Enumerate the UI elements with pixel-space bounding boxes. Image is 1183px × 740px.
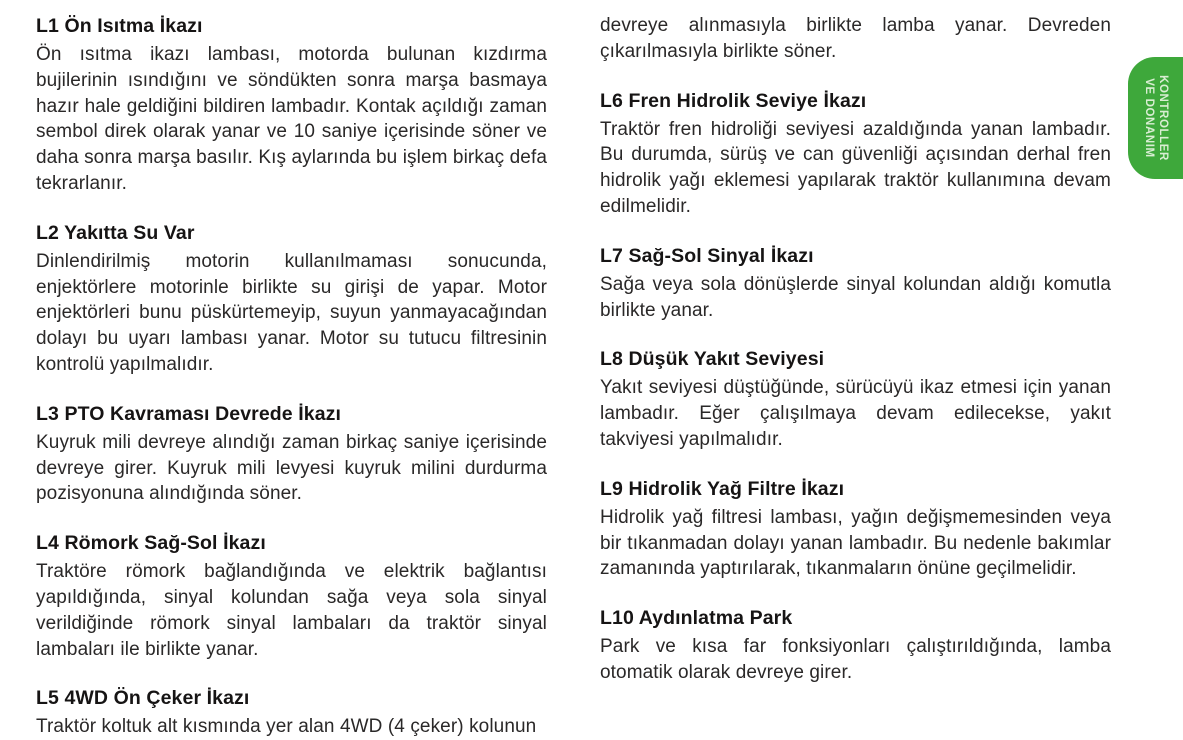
l1-heading: L1 Ön Isıtma İkazı [36,15,203,37]
chapter-tab-label-line1: KONTROLLER [1156,75,1169,161]
section-l1 [36,13,547,197]
left-column [36,13,547,740]
l2-heading: L2 Yakıtta Su Var [36,221,195,244]
chapter-tab-label-line2: VE DONANIM [1142,78,1155,158]
l9-body: Hidrolik yağ filtresi lambası, yağın değişmemesinden veya bir tıkanmadan dolayı yanan lambadır. Bu nedenle bakımlar zamanında yaptırılarak, tıkanmaların önüne geçilmelidir. [600,506,1111,580]
l6-heading: L6 Fren Hidrolik Seviye İkazı [600,89,867,112]
l4-body: Traktöre römork bağlandığında ve elektrik bağlantısı yapıldığında, sinyal kolundan sağa veya sola sinyal verildiğinde römork sinyal lambaları da traktör sinyal lambaları ile birlikte yanar. [36,561,547,660]
l5-body-continuation: devreye alınmasıyla birlikte lamba yanar. Devreden çıkarılmasıyla birlikte söner. [600,15,1111,62]
l6-body: Traktör fren hidroliği seviyesi azaldığında yanan lambadır. Bu durumda, sürüş ve can güvenliği açısından derhal fren hidrolik yağı eklemesi yapılarak traktör kullanımına devam edilmelidir. [600,118,1111,217]
section-l4 [36,530,547,662]
l8-body: Yakıt seviyesi düştüğünde, sürücüyü ikaz etmesi için yanan lambadır. Eğer çalışılmaya devam edilecekse, yakıt takviyesi yapılmalıdır. [600,377,1111,450]
l5-body: Traktör koltuk alt kısmında yer alan 4WD (4 çeker) kolunun [36,716,537,738]
chapter-tab-label [1142,75,1170,161]
l9-heading: L9 Hidrolik Yağ Filtre İkazı [600,477,845,500]
l2-body: Dinlendirilmiş motorin kullanılmaması sonucunda, enjektörlere motorinle birlikte su girişi de yapar. Motor enjektörleri bunu püskürtemeyip, suyun yanmayacağından dolayı bu uyarı lambası yanar. Motor su tutucu filtresinin kontrolü yapılmalıdır. [36,250,547,375]
section-l2 [36,220,547,378]
section-l9 [600,476,1111,582]
l5-heading: L5 4WD Ön Çeker İkazı [36,687,250,710]
chapter-tab-kontroller-ve-donanim [1128,57,1183,179]
l10-heading: L10 Aydınlatma Park [600,607,793,630]
right-column [600,13,1111,740]
section-l7 [600,243,1111,324]
section-l5 [36,685,547,740]
l3-body: Kuyruk mili devreye alındığı zaman birkaç saniye içerisinde devreye girer. Kuyruk mili levyesi kuyruk milini durdurma pozisyonuna alındığında söner. [36,431,547,505]
l8-heading: L8 Düşük Yakıt Seviyesi [600,348,825,371]
l7-heading: L7 Sağ-Sol Sinyal İkazı [600,244,814,267]
l10-body: Park ve kısa far fonksiyonları çalıştırıldığında, lamba otomatik olarak devreye girer. [600,636,1111,683]
section-l3 [36,401,547,507]
section-l6 [600,88,1111,220]
section-l10 [600,605,1111,686]
l3-heading: L3 PTO Kavraması Devrede İkazı [36,402,342,425]
section-l8 [600,346,1111,452]
l4-heading: L4 Römork Sağ-Sol İkazı [36,532,266,555]
l7-body: Sağa veya sola dönüşlerde sinyal kolundan aldığı komutla birlikte yanar. [600,273,1111,321]
l1-body: Ön ısıtma ikazı lambası, motorda bulunan kızdırma bujilerinin ısındığını ve söndükten sonra marşa basmaya hazır hale geldiğini bildiren lambadır. Kontak açıldığı zaman sembol direk olarak yanar ve 10 saniye içerisinde söner ve daha sonra marşa basılır. Kış aylarında bu işlem birkaç defa tekrarlanır. [36,44,547,194]
